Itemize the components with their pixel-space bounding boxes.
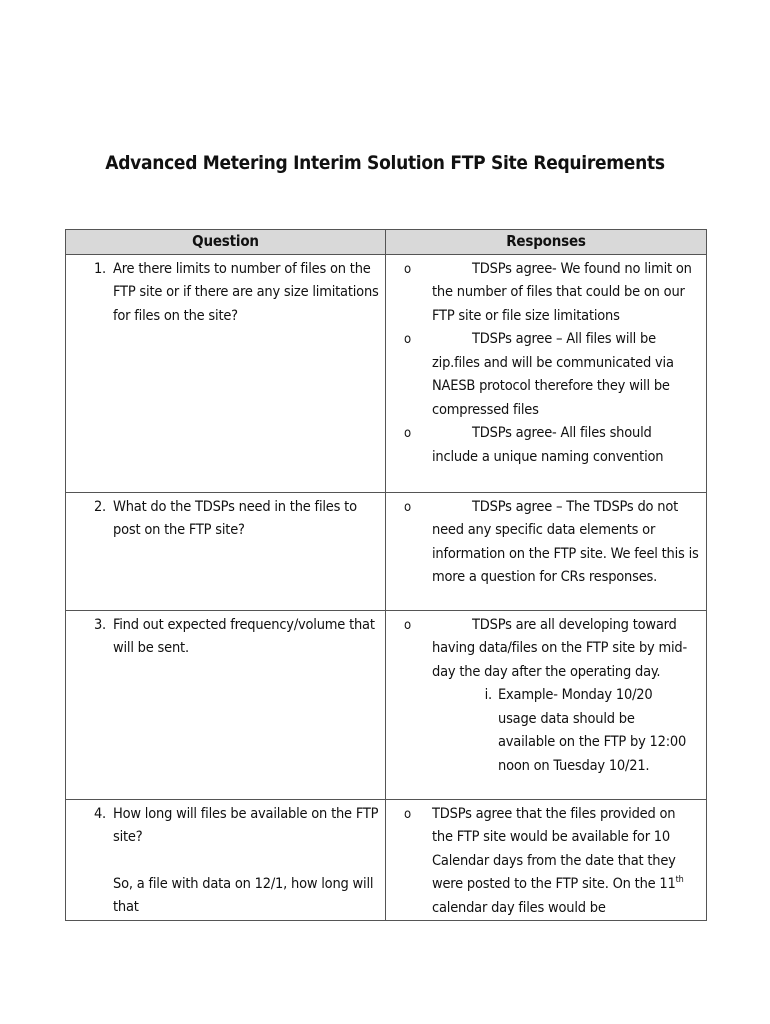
response-text-part: calendar day files would be xyxy=(432,899,606,916)
response-bullet xyxy=(392,328,700,422)
response-bullet xyxy=(392,422,700,469)
ordinal-suffix: th xyxy=(675,875,684,886)
question-cell xyxy=(66,799,386,921)
table-row xyxy=(66,254,707,492)
question-text: How long will files be available on the FTP site? xyxy=(113,805,379,845)
bullet-marker: o xyxy=(404,332,411,347)
question-number: 3. xyxy=(93,616,106,633)
question-cell xyxy=(66,492,386,610)
question-text: What do the TDSPs need in the files to post on the FTP site? xyxy=(113,498,357,538)
response-subitem xyxy=(462,684,700,778)
table-row xyxy=(66,610,707,799)
requirements-table xyxy=(65,229,707,921)
question-number: 2. xyxy=(93,498,106,515)
subitem-text: Example- Monday 10/20 usage data should be available on the FTP by 12:00 noon on Tuesday 10/21. xyxy=(498,687,687,774)
question-number: 4. xyxy=(93,805,106,822)
response-bullet xyxy=(392,258,700,329)
response-cell xyxy=(386,610,707,799)
bullet-marker: o xyxy=(404,426,411,441)
bullet-marker: o xyxy=(404,261,411,277)
response-text: TDSPs agree- All files should include a unique naming convention xyxy=(432,425,664,465)
response-cell xyxy=(386,799,707,921)
question-text: Find out expected frequency/volume that will be sent. xyxy=(113,616,375,656)
page-title: Advanced Metering Interim Solution FTP Site Requirements xyxy=(105,152,665,174)
question-followup-text: So, a file with data on 12/1, how long will that xyxy=(113,875,374,915)
bullet-marker: o xyxy=(404,806,411,822)
response-bullet xyxy=(392,496,700,590)
response-bullet xyxy=(392,614,700,685)
subitem-number: i. xyxy=(484,687,492,703)
response-text: TDSPs are all developing toward having data/files on the FTP site by mid-day the day after the operating day. xyxy=(432,616,688,680)
table-row xyxy=(66,492,707,610)
question-cell xyxy=(66,610,386,799)
question-number: 1. xyxy=(93,260,106,277)
response-text: TDSPs agree – All files will be zip.files and will be communicated via NAESB protocol therefore they will be compressed files xyxy=(432,331,674,418)
bullet-marker: o xyxy=(404,499,411,515)
response-text: TDSPs agree – The TDSPs do not need any specific data elements or information on the FTP site. We feel this is more a question for CRs responses. xyxy=(432,498,699,585)
table-header-row xyxy=(66,230,707,255)
response-cell xyxy=(386,492,707,610)
question-column-header: Question xyxy=(66,230,386,255)
response-text xyxy=(432,803,700,921)
response-text: TDSPs agree- We found no limit on the number of files that could be on our FTP site or file size limitations xyxy=(432,260,692,324)
question-text: Are there limits to number of files on the FTP site or if there are any size limitations for files on the site? xyxy=(113,260,379,324)
bullet-marker: o xyxy=(404,617,411,633)
response-text-part: TDSPs agree that the files provided on the FTP site would be available for 10 Calendar days from the date that they were posted to the FTP site. On the 11 xyxy=(432,805,676,892)
response-bullet xyxy=(392,803,700,921)
question-cell xyxy=(66,254,386,492)
responses-column-header: Responses xyxy=(386,230,707,255)
table-row xyxy=(66,799,707,921)
response-cell xyxy=(386,254,707,492)
